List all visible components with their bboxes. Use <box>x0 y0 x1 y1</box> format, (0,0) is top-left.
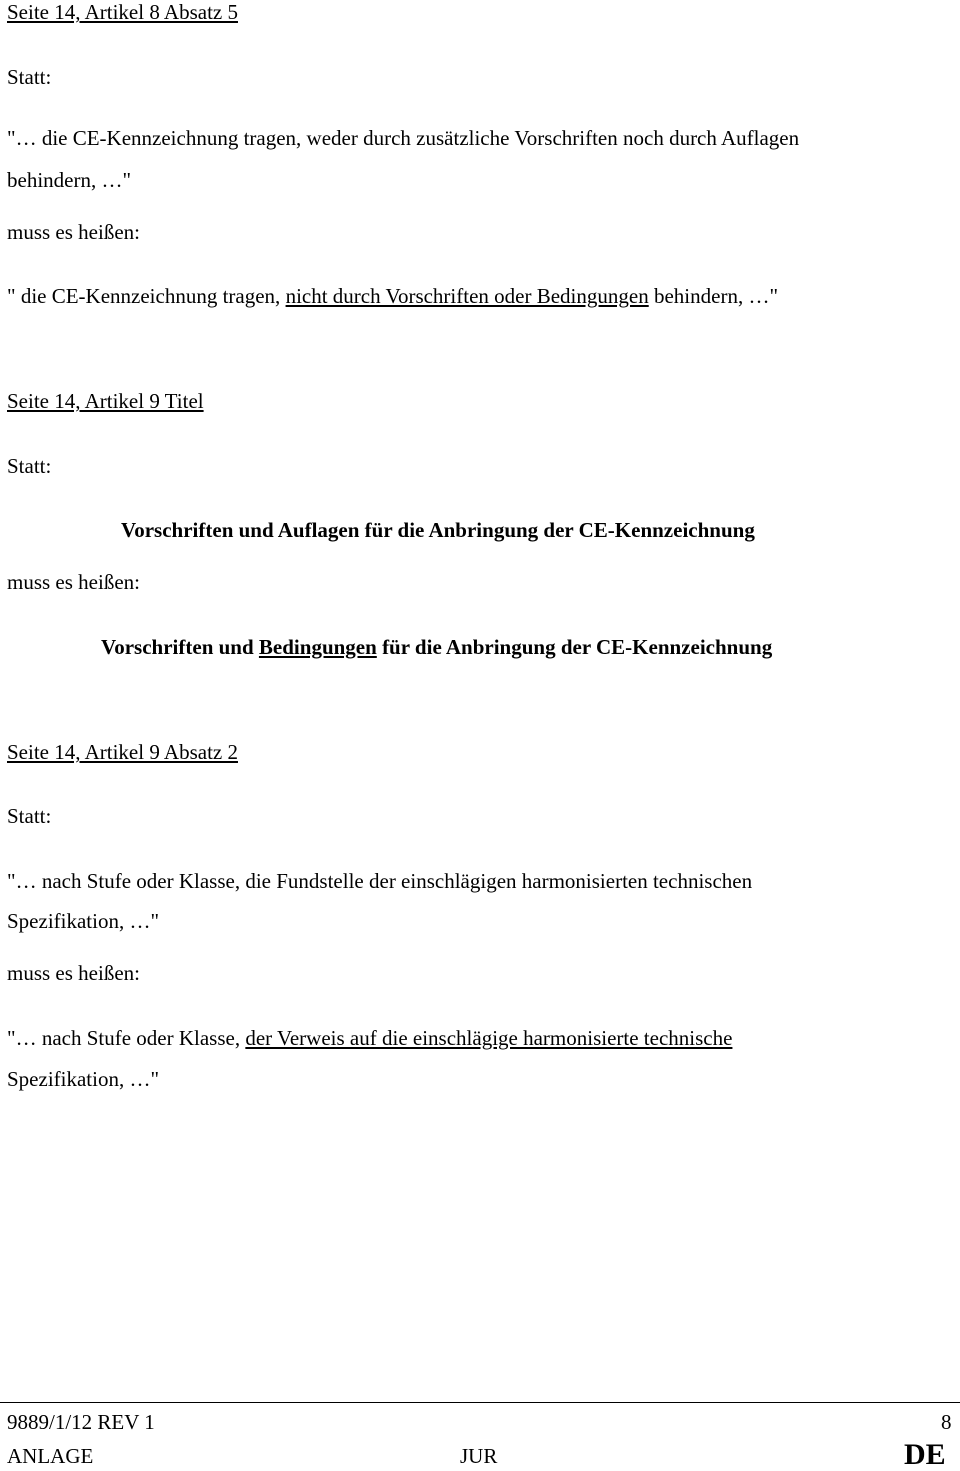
section-heading-art9-titel: Seite 14, Artikel 9 Titel <box>7 389 204 413</box>
muss-label: muss es heißen: <box>7 220 140 244</box>
statt-label: Statt: <box>7 454 52 478</box>
new-text-underlined: der Verweis auf die einschlägige harmonisierte technische <box>245 1026 733 1050</box>
new-text-line <box>7 1028 732 1049</box>
footer-annex: ANLAGE <box>7 1444 94 1468</box>
new-title-pre: Vorschriften und <box>101 635 259 659</box>
footer-rule <box>0 1402 960 1403</box>
old-text-line: "… nach Stufe oder Klasse, die Fundstelle der einschlägigen harmonisierten technischen <box>7 869 753 893</box>
old-text-line: Spezifikation, …" <box>7 909 160 933</box>
new-text-line <box>7 286 778 307</box>
new-text-pre: "… nach Stufe oder Klasse, <box>7 1026 246 1050</box>
new-title-underlined: Bedingungen <box>258 635 377 659</box>
muss-label: muss es heißen: <box>7 961 140 985</box>
new-article-title <box>101 637 772 658</box>
old-text-line: "… die CE-Kennzeichnung tragen, weder durch zusätzliche Vorschriften noch durch Auflagen <box>7 126 800 150</box>
old-article-title: Vorschriften und Auflagen für die Anbringung der CE-Kennzeichnung <box>121 518 755 542</box>
muss-label: muss es heißen: <box>7 570 140 594</box>
section-heading-art8-abs5: Seite 14, Artikel 8 Absatz 5 <box>7 0 238 24</box>
new-title-post: für die Anbringung der CE-Kennzeichnung <box>376 635 773 659</box>
new-text-pre: " die CE-Kennzeichnung tragen, <box>7 284 286 308</box>
new-text-line: Spezifikation, …" <box>7 1067 160 1091</box>
footer-lang: DE <box>904 1438 946 1471</box>
footer-dept: JUR <box>460 1444 498 1468</box>
statt-label: Statt: <box>7 804 52 828</box>
new-text-underlined: nicht durch Vorschriften oder Bedingungen <box>285 284 649 308</box>
footer-page-number: 8 <box>941 1410 952 1434</box>
footer-doc-number: 9889/1/12 REV 1 <box>7 1410 155 1434</box>
new-text-post: behindern, …" <box>648 284 779 308</box>
old-text-line: behindern, …" <box>7 168 132 192</box>
statt-label: Statt: <box>7 65 52 89</box>
section-heading-art9-abs2: Seite 14, Artikel 9 Absatz 2 <box>7 740 238 764</box>
